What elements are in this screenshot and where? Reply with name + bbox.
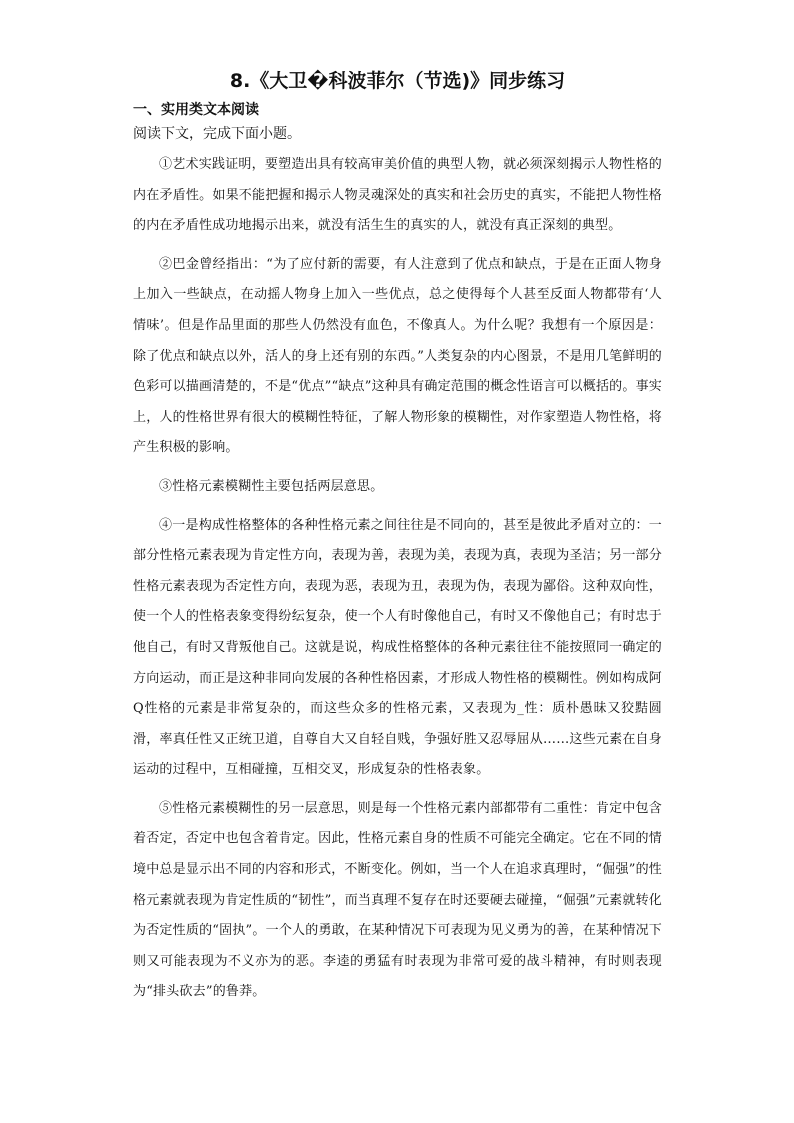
paragraph-4: ④一是构成性格整体的各种性格元素之间往往是不同向的，甚至是彼此矛盾对立的：一部分性格元素表现为肯定性方向，表现为善，表现为美，表现为真，表现为圣洁；另一部分性格元素表现为否定性方向，表现为恶，表现为丑，表现为伪，表现为鄙俗。这种双向性，使一个人的性格表象变得纷纭复杂，使一个人有时像他自己，有时又不像他自己；有时忠于他自己，有时又背叛他自己。这就是说，构成性格整体的各种元素往往不能按照同一确定的方向运动，而正是这种非同向发展的各种性格因素，才形成人物性格的模糊性。例如构成阿Q性格的元素是非常复杂的，而这些众多的性格元素，又表现为_性：质朴愚昧又狡黠圆滑，率真任性又正统卫道，自尊自大又自轻自贱，争强好胜又忍辱屈从……这些元素在自身运动的过程中，互相碰撞，互相交叉，形成复杂的性格表象。 <box>133 517 662 778</box>
reading-instruction: 阅读下文，完成下面小题。 <box>133 126 301 142</box>
paragraph-2: ②巴金曾经指出：“为了应付新的需要，有人注意到了优点和缺点，于是在正面人物身上加入一些缺点，在动摇人物身上加入一些优点，总之使得每个人甚至反面人物都带有‘人情味’。但是作品里面的那些人仍然没有血色，不像真人。为什么呢？我想有一个原因是：除了优点和缺点以外，活人的身上还有别的东西。”人类复杂的内心图景，不是用几笔鲜明的色彩可以描画清楚的，不是“优点”“缺点”这种具有确定范围的概念性语言可以概括的。事实上，人的性格世界有很大的模糊性特征，了解人物形象的模糊性，对作家塑造人物性格，将产生积极的影响。 <box>133 256 662 456</box>
document-title: 8.《大卫�科波菲尔（节选)》同步练习 <box>229 70 566 92</box>
section-heading: 一、实用类文本阅读 <box>133 102 259 118</box>
paragraph-3: ③性格元素模糊性主要包括两层意思。 <box>159 478 384 494</box>
paragraph-5: ⑤性格元素模糊性的另一层意思，则是每一个性格元素内部都带有二重性：肯定中包含着否定，否定中也包含着肯定。因此，性格元素自身的性质不可能完全确定。它在不同的情境中总是显示出不同的内容和形式，不断变化。例如，当一个人在追求真理时，“倔强”的性格元素就表现为肯定性质的“韧性”，而当真理不复存在时还要硬去碰撞，“倔强”元素就转化为否定性质的“固执”。一个人的勇敢，在某种情况下可表现为见义勇为的善，在某种情况下则又可能表现为不义亦为的恶。李逵的勇猛有时表现为非常可爱的战斗精神，有时则表现为“排头砍去”的鲁莽。 <box>133 800 662 1000</box>
paragraph-1: ①艺术实践证明，要塑造出具有较高审美价值的典型人物，就必须深刻揭示人物性格的内在矛盾性。如果不能把握和揭示人物灵魂深处的真实和社会历史的真实，不能把人物性格的内在矛盾性成功地揭示出来，就没有活生生的真实的人，就没有真正深刻的典型。 <box>133 157 662 234</box>
